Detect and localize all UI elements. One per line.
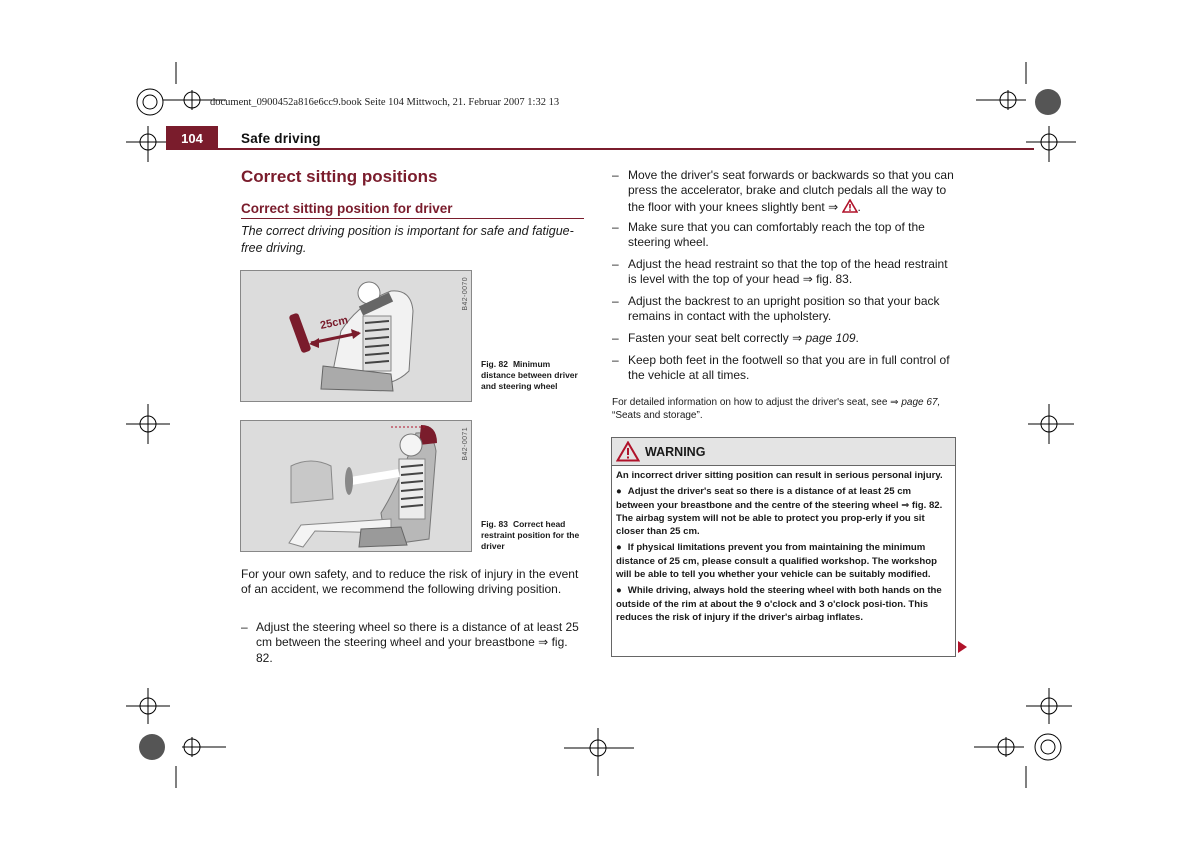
bullet-dot: ● [616, 585, 622, 597]
warning-bullet [616, 541, 951, 581]
continue-arrow-icon[interactable] [958, 641, 967, 653]
step-text: Fasten your seat belt correctly ⇒ [628, 331, 806, 345]
page-number: 104 [166, 126, 218, 150]
figure-82 [240, 270, 472, 402]
step-text: Adjust the steering wheel so there is a distance of at least 25 cm between the steering wheel and your breastbone ⇒ fig. 82. [256, 620, 579, 665]
distance-label: 25cm [319, 314, 350, 332]
reference-note [612, 396, 956, 422]
step-item [612, 294, 956, 325]
warning-header [612, 438, 955, 466]
section-rule [241, 218, 584, 219]
registration-mark-right-middle [1026, 402, 1076, 446]
step-item [612, 353, 956, 384]
dash-marker: – [612, 220, 619, 234]
warning-bullet-text: If physical limitations prevent you from maintaining the minimum distance of 25 cm, please consult a qualified workshop. The workshop will be able to tell you whether your vehicle can be suitably modified. [616, 542, 937, 581]
figure-caption-text: Correct head restraint position for the driver [481, 519, 580, 551]
figure-code: B42-0071 [462, 427, 469, 461]
figure-number: Fig. 82 [481, 359, 508, 369]
warning-bullet [616, 584, 951, 624]
note-text-end: “Seats and storage”. [612, 410, 703, 421]
step-item [612, 168, 956, 215]
bullet-dot: ● [616, 486, 622, 498]
dash-marker: – [612, 294, 619, 308]
page-109-link[interactable]: page 109 [805, 331, 856, 345]
figure-83 [240, 420, 472, 552]
registration-mark-top-right [976, 62, 1076, 162]
dash-marker: – [241, 620, 248, 634]
figure-82-caption [481, 359, 581, 392]
dash-marker: – [612, 257, 619, 271]
intro-text: The correct driving position is important for safe and fatigue-free driving. [241, 224, 574, 255]
warning-bullet-text: While driving, always hold the steering wheel with both hands on the outside of the rim at about the 9 o'clock and 3 o'clock posi-tion. This reduces the risk of injury if the driver's airbag inflates. [616, 585, 942, 623]
dash-marker: – [612, 168, 619, 182]
step-text: Adjust the head restraint so that the top of the head restraint is level with the top of your head ⇒ fig. 83. [628, 257, 948, 287]
step-item [612, 331, 956, 346]
step-item [241, 620, 583, 666]
warning-box [611, 437, 956, 657]
registration-mark-left-middle [126, 402, 176, 446]
step-text-end: . [855, 331, 859, 345]
step-text-end: . [857, 199, 861, 214]
warning-triangle-icon [842, 199, 858, 213]
registration-mark-bottom-center [564, 728, 634, 776]
figure-code: B42-0070 [462, 277, 469, 311]
step-text: Keep both feet in the footwell so that you are in full control of the vehicle at all times. [628, 353, 950, 383]
dash-marker: – [612, 353, 619, 367]
running-head: Safe driving [241, 131, 321, 146]
warning-body [612, 466, 955, 624]
file-stamp: document_0900452a816e6cc9.book Seite 104 Mittwoch, 21. Februar 2007 1:32 13 [210, 97, 560, 108]
step-text: Adjust the backrest to an upright position so that your back remains in contact with the upholstery. [628, 294, 940, 324]
header-rule [166, 148, 1034, 150]
figure-number: Fig. 83 [481, 519, 508, 529]
step-item [612, 220, 956, 251]
warning-triangle-icon [616, 441, 640, 462]
note-text: For detailed information on how to adjust the driver's seat, see ⇒ [612, 397, 902, 408]
warning-lead: An incorrect driver sitting position can result in serious personal injury. [616, 470, 943, 481]
figure-caption-text: Minimum distance between driver and steering wheel [481, 359, 578, 391]
registration-mark-bottom-right [966, 688, 1076, 788]
seated-driver-illustration [241, 271, 471, 401]
section-title: Correct sitting position for driver [241, 201, 453, 216]
step-text: Move the driver's seat forwards or backwards so that you can press the accelerator, brake and clutch pedals all the way to the floor with your knees slightly bent ⇒ [628, 168, 954, 214]
body-paragraph: For your own safety, and to reduce the risk of injury in the event of an accident, we recommend the following driving position. [241, 567, 579, 597]
warning-label: WARNING [645, 444, 706, 459]
page-67-link[interactable]: page 67, [901, 397, 941, 408]
step-text: Make sure that you can comfortably reach the top of the steering wheel. [628, 220, 925, 250]
warning-bullet [616, 485, 951, 538]
warning-bullet-text: Adjust the driver's seat so there is a distance of at least 25 cm between your breastbone and the centre of the steering wheel ⇒ fig. 82. The airbag system will not be able to protect you prop-erly if you sit closer than 25 cm. [616, 486, 943, 538]
head-restraint-illustration [241, 421, 471, 551]
registration-mark-bottom-left [126, 688, 236, 788]
page-title: Correct sitting positions [241, 167, 438, 186]
step-item [612, 257, 956, 288]
figure-83-caption [481, 519, 581, 552]
bullet-dot: ● [616, 542, 622, 554]
dash-marker: – [612, 331, 619, 345]
